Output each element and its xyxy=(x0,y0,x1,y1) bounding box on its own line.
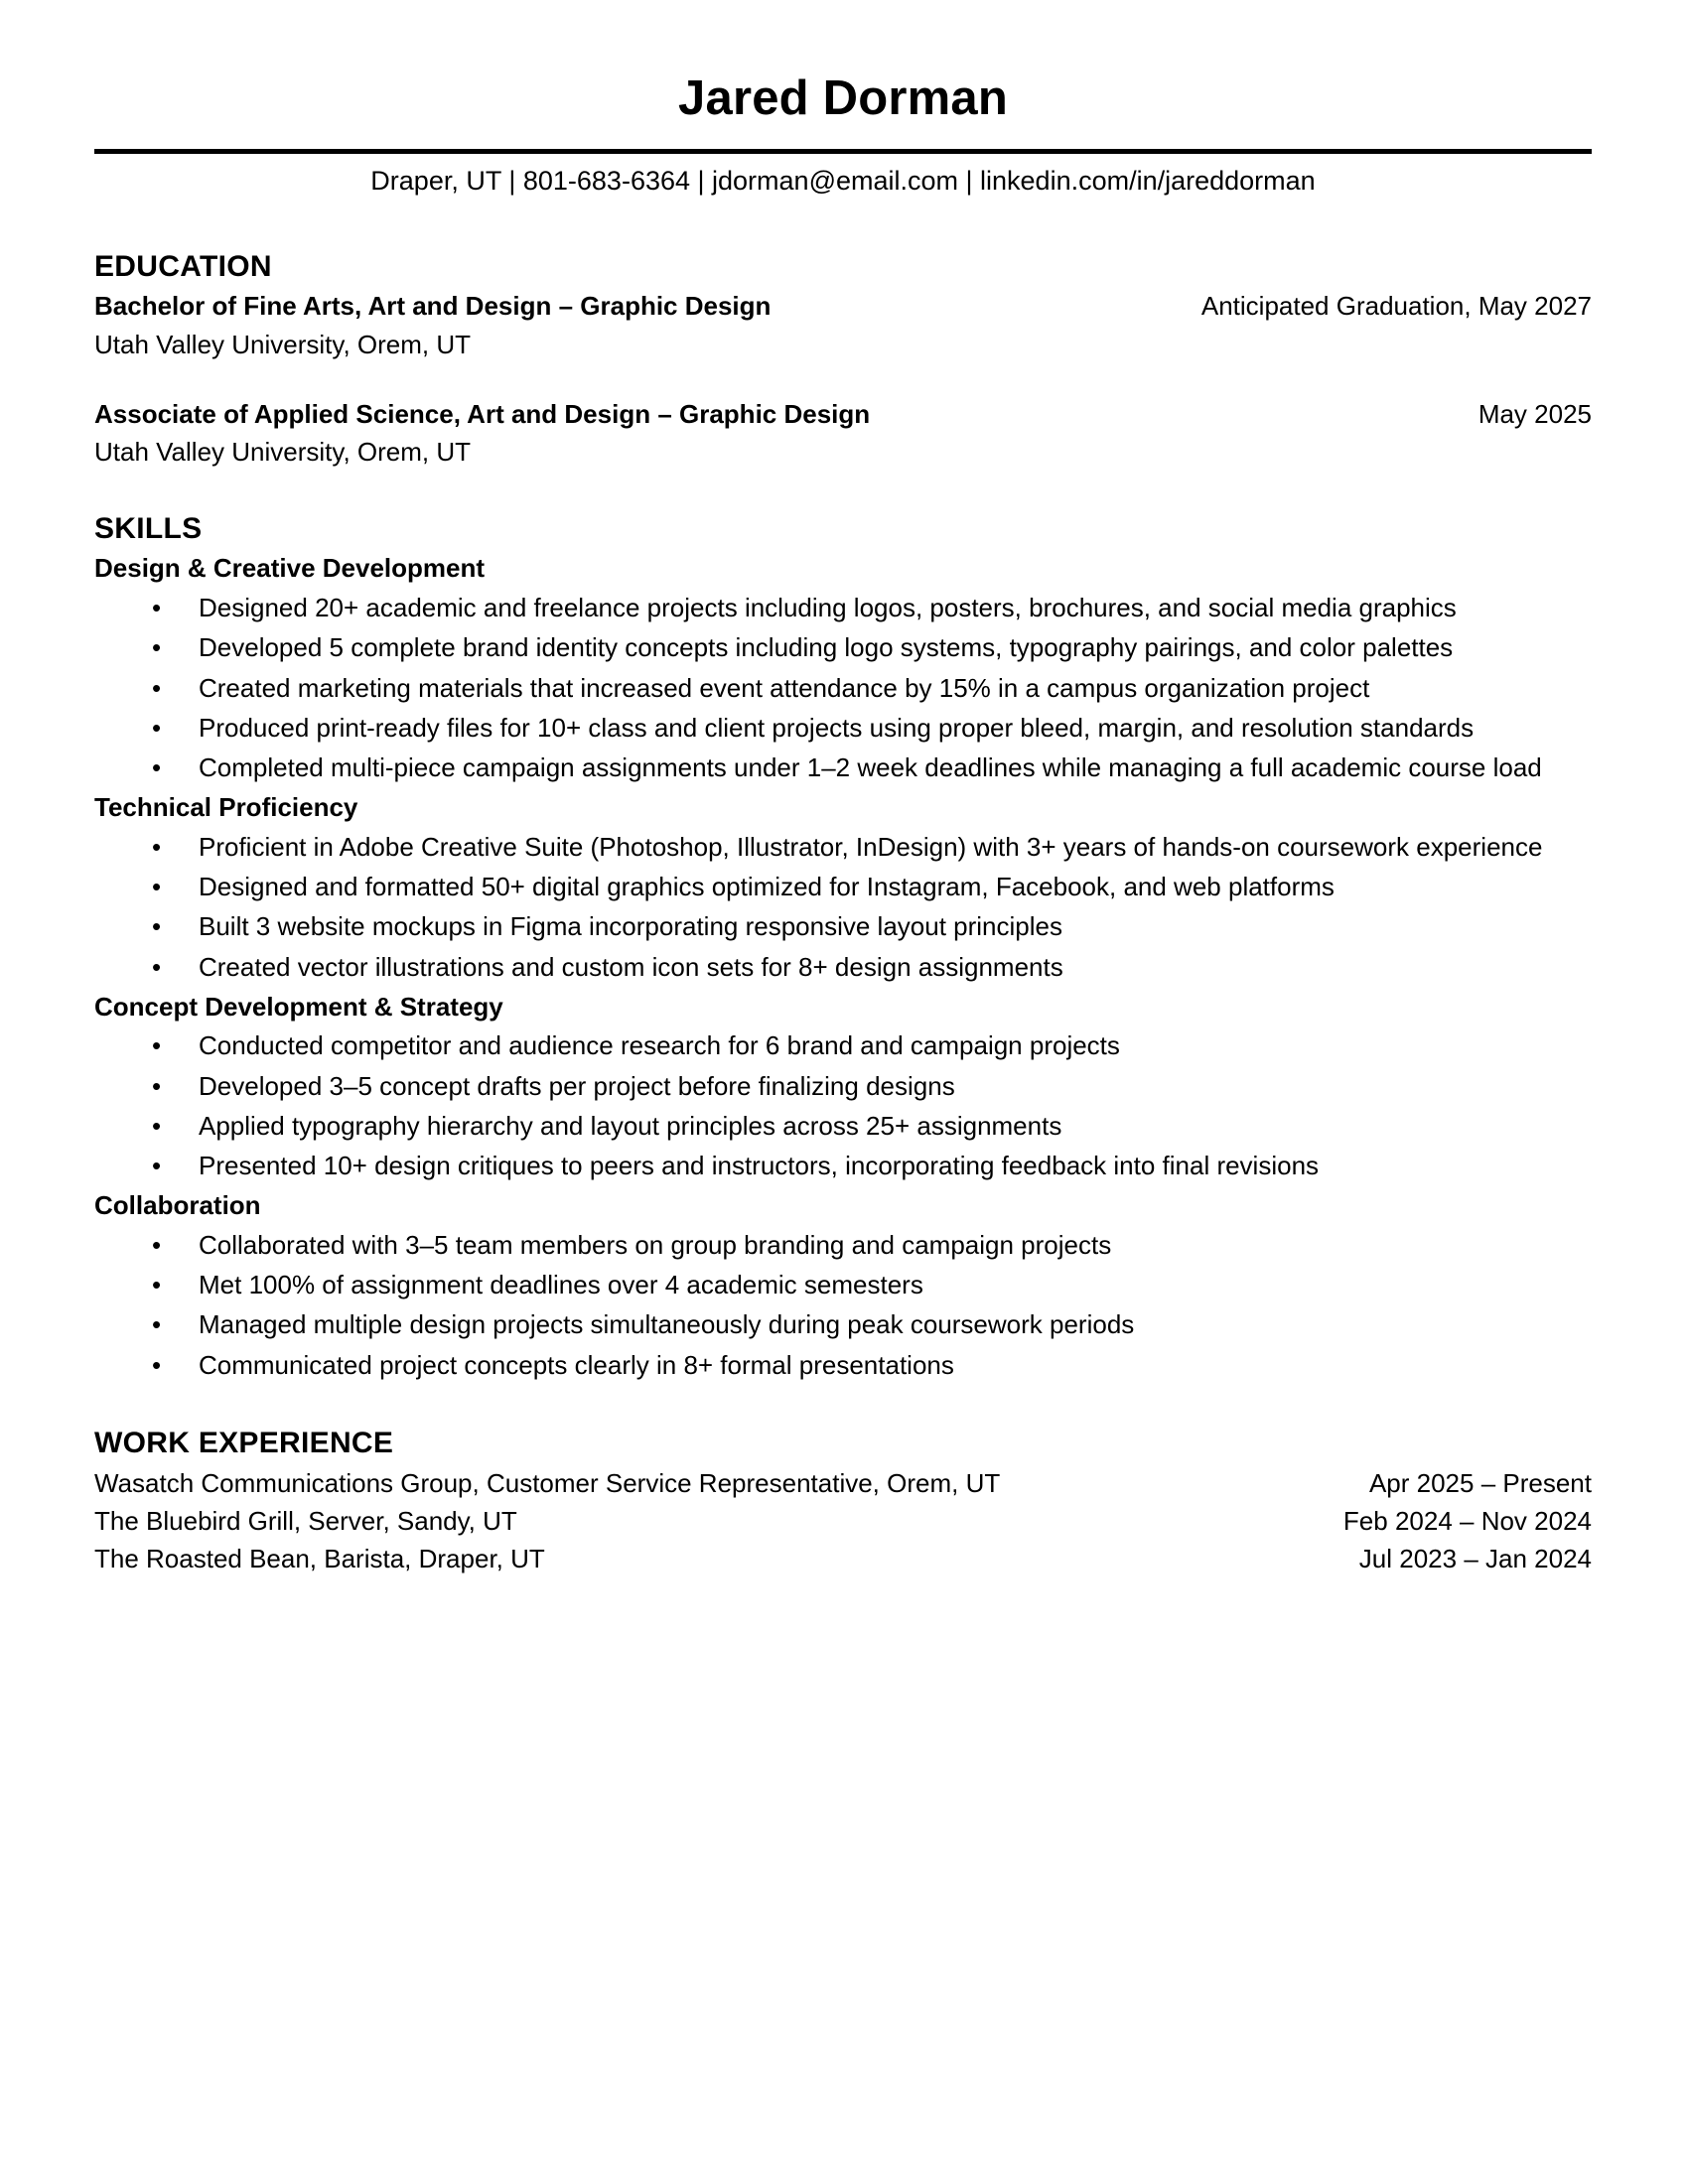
skill-bullet: • Collaborated with 3–5 team members on group branding and campaign projects xyxy=(94,1225,1592,1265)
skill-bullet: • Met 100% of assignment deadlines over 4 academic semesters xyxy=(94,1265,1592,1304)
skill-group-title: Concept Development & Strategy xyxy=(94,991,503,1022)
education-date: Anticipated Graduation, May 2027 xyxy=(1200,290,1592,321)
skill-bullet: • Communicated project concepts clearly in 8+ formal presentations xyxy=(94,1345,1592,1385)
skill-bullet-list xyxy=(94,588,1592,787)
skill-bullet-list xyxy=(94,1225,1592,1385)
education-section xyxy=(94,250,1592,472)
education-degree: Bachelor of Fine Arts, Art and Design – Graphic Design xyxy=(94,290,772,321)
education-date: May 2025 xyxy=(1477,398,1592,429)
skill-bullet: • Created marketing materials that increased event attendance by 15% in a campus organization project xyxy=(94,668,1592,708)
skill-bullet: • Created vector illustrations and custom icon sets for 8+ design assignments xyxy=(94,947,1592,987)
work-role: Wasatch Communications Group, Customer Service Representative, Orem, UT xyxy=(94,1467,1001,1498)
skill-group xyxy=(94,789,1592,987)
skill-bullet: • Conducted competitor and audience research for 6 brand and campaign projects xyxy=(94,1025,1592,1065)
skill-bullet: • Applied typography hierarchy and layout principles across 25+ assignments xyxy=(94,1106,1592,1146)
skill-bullet: • Proficient in Adobe Creative Suite (Photoshop, Illustrator, InDesign) with 3+ years of hands-on coursework experience xyxy=(94,827,1592,867)
education-school: Utah Valley University, Orem, UT xyxy=(94,329,472,359)
work-date: Apr 2025 – Present xyxy=(1368,1467,1592,1498)
skills-section xyxy=(94,512,1592,1384)
education-entry xyxy=(94,288,1592,363)
skill-group xyxy=(94,1187,1592,1385)
skill-bullet-list xyxy=(94,1025,1592,1185)
education-degree: Associate of Applied Science, Art and Design – Graphic Design xyxy=(94,398,871,429)
work-role: The Roasted Bean, Barista, Draper, UT xyxy=(94,1544,545,1574)
work-role: The Bluebird Grill, Server, Sandy, UT xyxy=(94,1506,517,1537)
education-entry-header xyxy=(94,396,1592,433)
skill-group-title: Design & Creative Development xyxy=(94,553,486,584)
resume-header xyxy=(94,0,1592,199)
skill-bullet: • Designed 20+ academic and freelance projects including logos, posters, brochures, and social media graphics xyxy=(94,588,1592,627)
work-date: Feb 2024 – Nov 2024 xyxy=(1342,1506,1592,1537)
work-experience-row xyxy=(94,1502,1592,1540)
work-experience-section-title: WORK EXPERIENCE xyxy=(94,1426,394,1459)
skill-group xyxy=(94,989,1592,1186)
education-section-title: EDUCATION xyxy=(94,249,272,283)
skill-bullet: • Developed 3–5 concept drafts per project before finalizing designs xyxy=(94,1066,1592,1106)
work-experience-section xyxy=(94,1427,1592,1578)
contact-line: Draper, UT | 801-683-6364 | jdorman@email.com | linkedin.com/in/jareddorman xyxy=(370,166,1316,196)
skill-bullet: • Designed and formatted 50+ digital graphics optimized for Instagram, Facebook, and web platforms xyxy=(94,867,1592,906)
education-entry xyxy=(94,396,1592,472)
skill-bullet: • Managed multiple design projects simultaneously during peak coursework periods xyxy=(94,1304,1592,1344)
work-experience-row xyxy=(94,1540,1592,1577)
work-experience-row xyxy=(94,1464,1592,1502)
skill-bullet-list xyxy=(94,827,1592,987)
skill-group xyxy=(94,550,1592,787)
education-school: Utah Valley University, Orem, UT xyxy=(94,437,472,468)
skill-group-title: Technical Proficiency xyxy=(94,792,358,823)
resume-content xyxy=(94,0,1592,1578)
skill-bullet: • Presented 10+ design critiques to peers and instructors, incorporating feedback into final revisions xyxy=(94,1146,1592,1185)
skill-bullet: • Built 3 website mockups in Figma incorporating responsive layout principles xyxy=(94,906,1592,946)
skill-bullet: • Developed 5 complete brand identity concepts including logo systems, typography pairings, and color palettes xyxy=(94,627,1592,667)
skill-group-title: Collaboration xyxy=(94,1190,261,1221)
candidate-name: Jared Dorman xyxy=(678,71,1008,125)
skills-section-title: SKILLS xyxy=(94,512,203,546)
education-entry-header xyxy=(94,288,1592,325)
skill-bullet: • Produced print-ready files for 10+ class and client projects using proper bleed, margin, and resolution standards xyxy=(94,708,1592,748)
skill-bullet: • Completed multi-piece campaign assignments under 1–2 week deadlines while managing a full academic course load xyxy=(94,748,1592,787)
work-date: Jul 2023 – Jan 2024 xyxy=(1358,1544,1592,1574)
